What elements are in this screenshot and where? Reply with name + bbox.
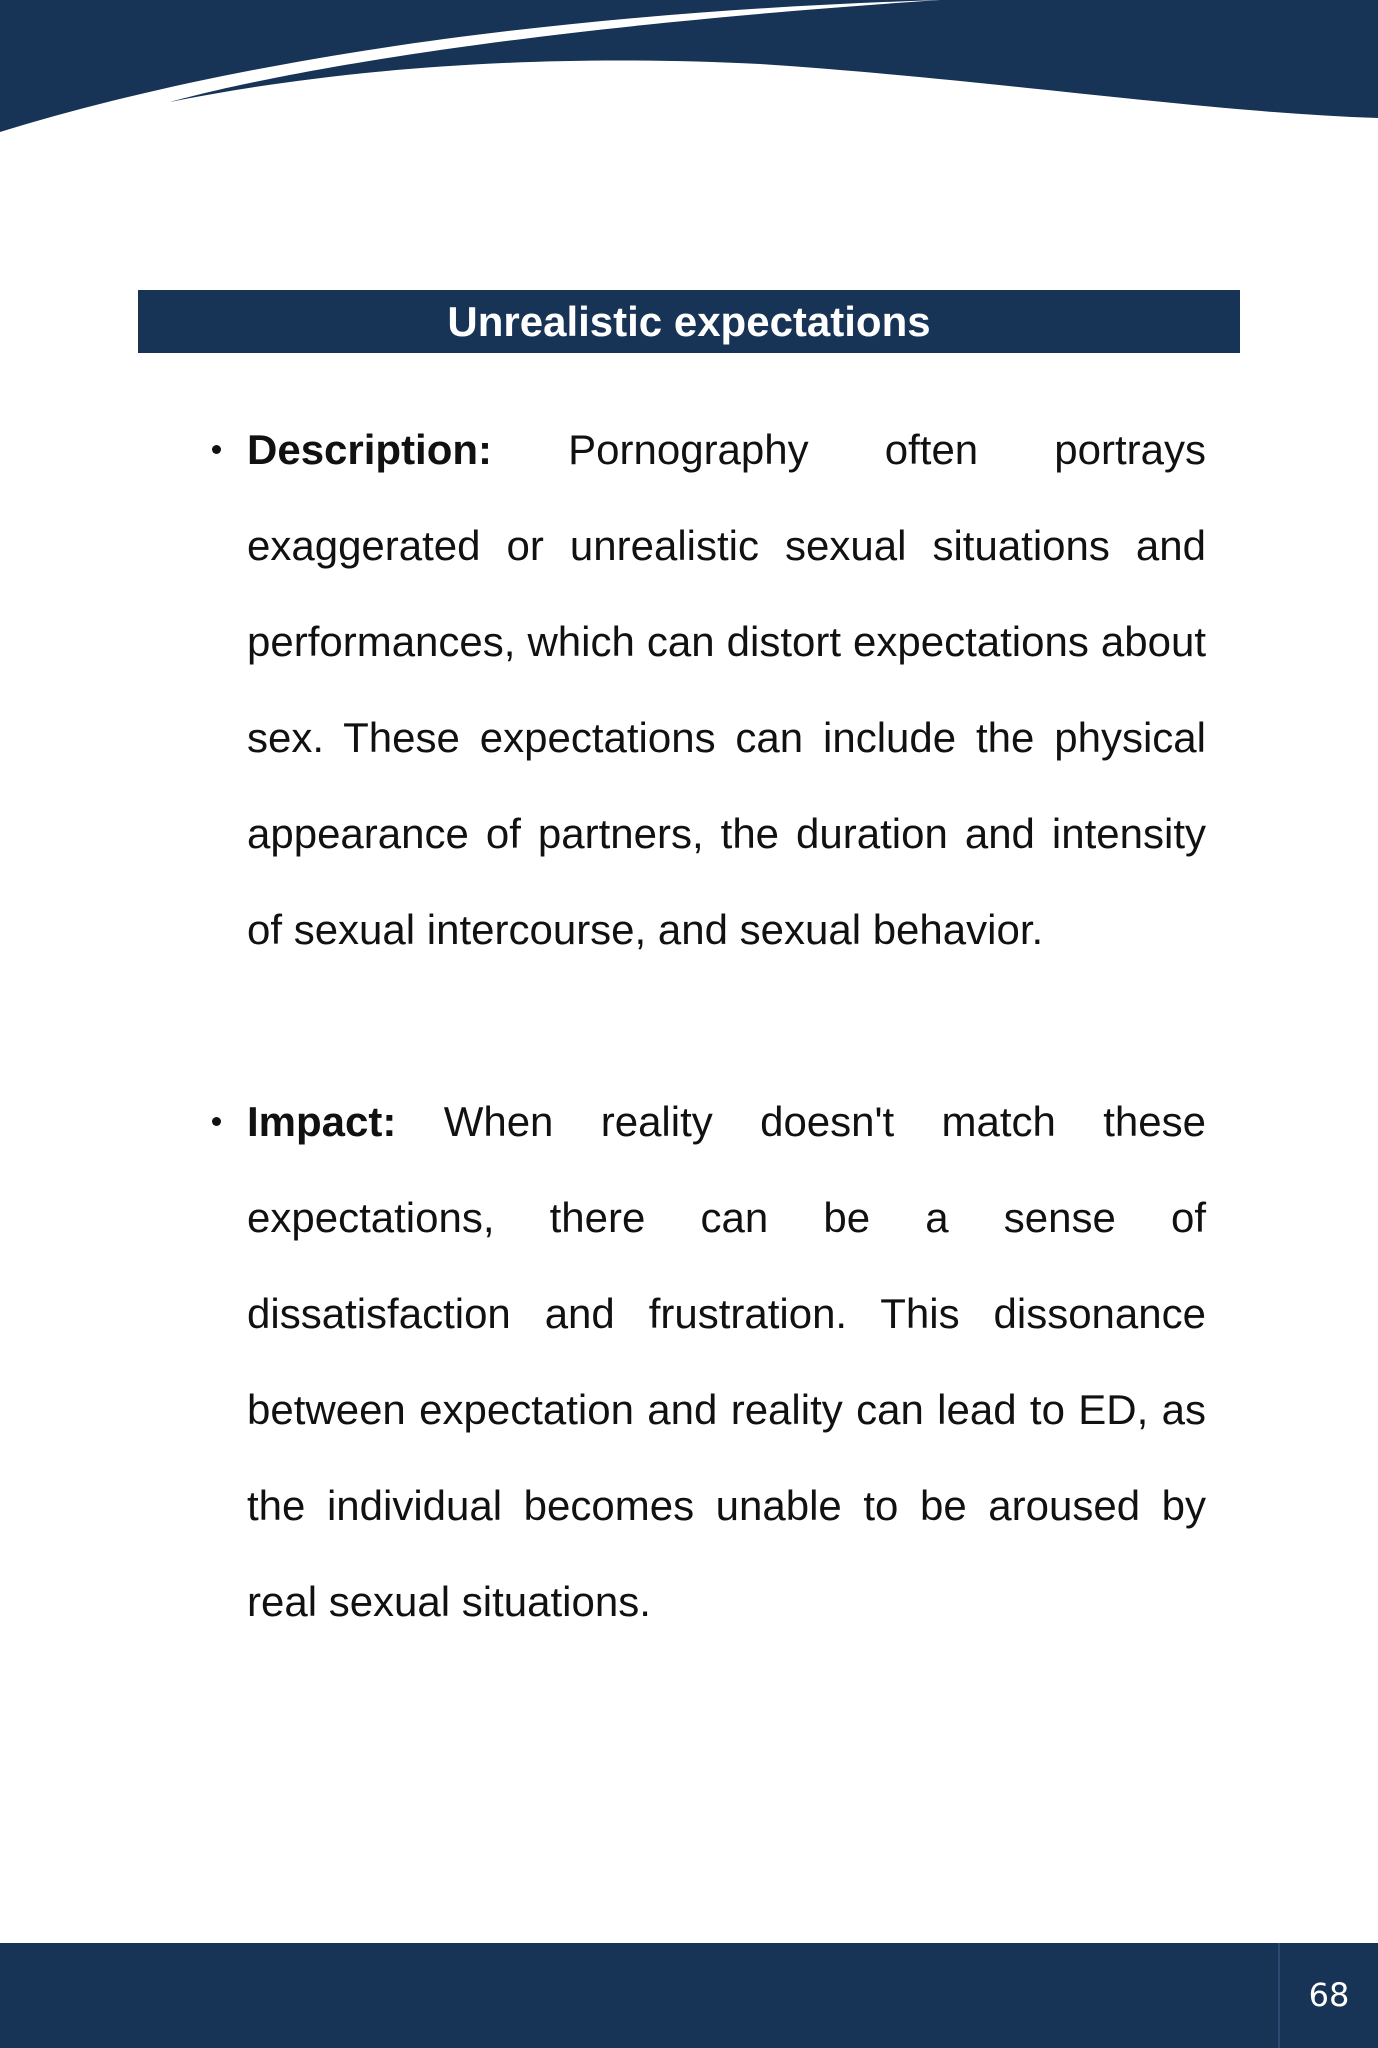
header-wave-decoration: [0, 0, 1378, 140]
bullet-dot-icon: [212, 1117, 221, 1126]
bullet-item-description: [247, 402, 1206, 978]
bullet-list: [247, 402, 1206, 1650]
bullet-text: When reality doesn't match these expectations, there can be a sense of dissatisfaction and frustration. This dissonance between expectation and reality can lead to ED, as the individual becomes unable to be aroused by real sexual situations.: [247, 1098, 1206, 1625]
bullet-text: Pornography often portrays exaggerated or unrealistic sexual situations and performances, which can distort expectations about sex. These expectations can include the physical appearance of partners, the duration and intensity of sexual intercourse, and sexual behavior.: [247, 426, 1206, 953]
bullet-item-impact: [247, 1074, 1206, 1650]
bullet-dot-icon: [212, 445, 221, 454]
bullet-term: Impact:: [247, 1098, 444, 1145]
bullet-term: Description:: [247, 426, 569, 473]
page-footer: [0, 1943, 1378, 2048]
page-number: 68: [1308, 1976, 1350, 2014]
content-body: [247, 402, 1206, 1650]
section-title-banner: Unrealistic expectations: [138, 290, 1240, 353]
